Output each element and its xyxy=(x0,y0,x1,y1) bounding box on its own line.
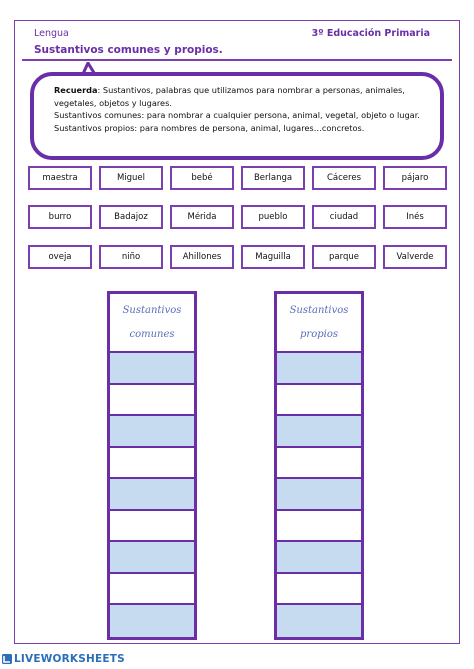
drop-cell[interactable] xyxy=(110,605,194,637)
word-tile[interactable]: pueblo xyxy=(241,205,305,229)
word-tile[interactable]: Badajoz xyxy=(99,205,163,229)
word-tile[interactable]: Cáceres xyxy=(312,166,376,190)
drop-cell[interactable] xyxy=(277,416,361,448)
word-tile[interactable]: Mérida xyxy=(170,205,234,229)
title-underline xyxy=(22,59,452,61)
grade-label: 3º Educación Primaria xyxy=(311,28,430,39)
footer-brand xyxy=(2,653,125,665)
subject-label: Lengua xyxy=(34,28,69,39)
liveworksheets-logo-icon xyxy=(2,654,12,664)
word-tile[interactable]: bebé xyxy=(170,166,234,190)
reminder-line-2: Sustantivos comunes: para nombrar a cualquier persona, animal, vegetal, objeto o lugar. xyxy=(54,110,420,121)
drop-cell[interactable] xyxy=(277,605,361,637)
reminder-line-1: Recuerda: Sustantivos, palabras que utilizamos para nombrar a personas, animales, vegetales, objetos y lugares. xyxy=(54,85,405,108)
drop-cell[interactable] xyxy=(110,416,194,448)
drop-cell[interactable] xyxy=(110,479,194,511)
drop-cell[interactable] xyxy=(110,448,194,480)
proper-header-line2: propios xyxy=(300,328,338,340)
drop-cell[interactable] xyxy=(277,511,361,543)
reminder-line-3: Sustantivos propios: para nombres de persona, animal, lugares…concretos. xyxy=(54,122,365,133)
common-nouns-header xyxy=(110,294,194,353)
common-nouns-column xyxy=(107,291,197,640)
word-tile[interactable]: Valverde xyxy=(383,245,447,269)
brand-text: LIVEWORKSHEETS xyxy=(14,653,125,665)
drop-cell[interactable] xyxy=(277,385,361,417)
drop-cell[interactable] xyxy=(277,542,361,574)
word-tile[interactable]: Inés xyxy=(383,205,447,229)
proper-nouns-column xyxy=(274,291,364,640)
drop-cell[interactable] xyxy=(277,353,361,385)
drop-cell[interactable] xyxy=(110,542,194,574)
drop-cell[interactable] xyxy=(110,511,194,543)
drop-cell[interactable] xyxy=(110,385,194,417)
word-tile[interactable]: burro xyxy=(28,205,92,229)
word-tile[interactable]: parque xyxy=(312,245,376,269)
drop-cell[interactable] xyxy=(277,448,361,480)
common-header-line2: comunes xyxy=(129,328,175,340)
proper-header-line1: Sustantivos xyxy=(289,304,349,316)
worksheet-title: Sustantivos comunes y propios. xyxy=(34,44,223,56)
word-tile[interactable]: niño xyxy=(99,245,163,269)
word-tile[interactable]: ciudad xyxy=(312,205,376,229)
proper-nouns-header xyxy=(277,294,361,353)
drop-cell[interactable] xyxy=(110,574,194,606)
word-tile[interactable]: Ahillones xyxy=(170,245,234,269)
word-tile[interactable]: Maguilla xyxy=(241,245,305,269)
word-tile[interactable]: Berlanga xyxy=(241,166,305,190)
drop-cell[interactable] xyxy=(110,353,194,385)
word-tile[interactable]: pájaro xyxy=(383,166,447,190)
drop-cell[interactable] xyxy=(277,574,361,606)
common-header-line1: Sustantivos xyxy=(122,304,182,316)
word-tile[interactable]: Miguel xyxy=(99,166,163,190)
drop-cell[interactable] xyxy=(277,479,361,511)
word-tile[interactable]: oveja xyxy=(28,245,92,269)
word-tile[interactable]: maestra xyxy=(28,166,92,190)
reminder-box xyxy=(30,72,444,160)
